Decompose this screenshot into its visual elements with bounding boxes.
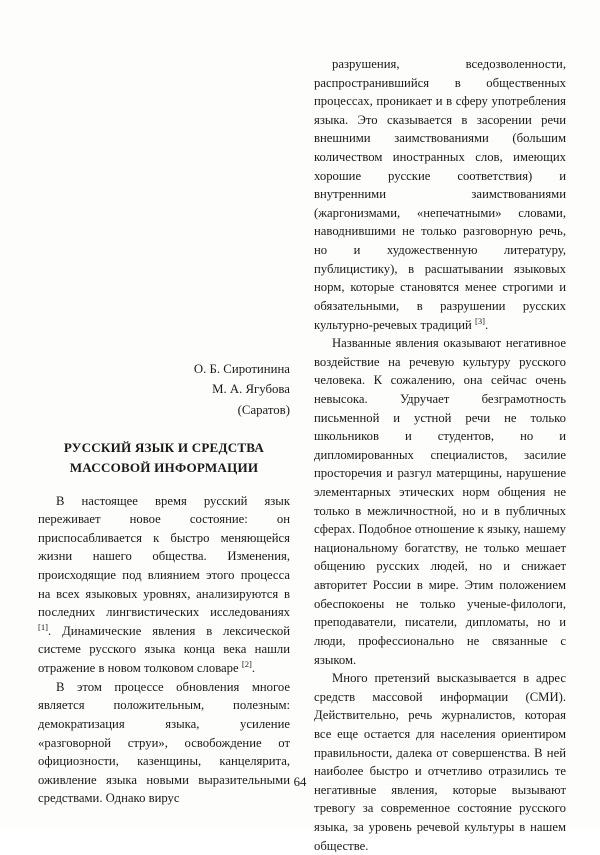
author-name-1: О. Б. Сиротинина [193,362,290,376]
left-column-body [38,492,290,808]
paragraph: Названные явления оказывают негативное воздействие на речевую культуру русского человека. К сожалению, она сейчас очень невысока. Удручает безграмотность письменной и устной речи не только школьников и студентов, но и дипломированных специалистов, засилие просторечия и разгул матерщины, нарушение элементарных этических норм общения не только в межличностной, но и в публичных сферах. Подобное отношение к языку, нашему национальному богатству, не только мешает общению русских людей, но и снижает авторитет России в мире. Этим положением обеспокоены не только ученые-филологи, преподаватели, писатели, дипломаты, но и люди, профессионально не связанные с языком. [314,336,566,667]
left-column [38,55,290,806]
reference-marker: [1] [38,621,49,632]
right-column [314,55,566,853]
left-column-top-spacer [38,55,290,360]
right-column-body [314,55,566,855]
page-number: 64 [293,775,307,789]
author-block [38,360,290,420]
article-title [38,438,290,477]
reference-marker: [3] [475,315,486,326]
paragraph: В настоящее время русский язык переживает новое состояние: он приспосабливается к быстро меняющейся жизни нашего общества. Изменения, происходящие под влиянием этого процесса на всех языковых уровнях, анализируются в последних лингвистических исследованиях [1]. Динамические явления в лексической системе русского языка конца века нашли отражение в новом толковом словаре [2]. [38,493,290,676]
paragraph: разрушения, вседозволенности, распространившийся в общественных процессах, проникает и в сферу употребления языка. Это сказывается в засорении речи внешними заимствованиями (большим количеством иностранных слов, имеющих хорошие русские соответствия) и внутренними заимствованиями (жаргонизмами, «непечатными» словами, наводнившими не только разговорную речь, но и художественную литературу, публицистику), в расшатывании языковых норм, которые становятся менее строгими и обязательными, в разрушении русских культурно-речевых традиций [3]. [314,57,566,332]
author-city: (Саратов) [237,402,290,417]
author-name-2: М. А. Ягубова [212,382,290,397]
paragraph: Много претензий высказывается в адрес средств массовой информации (СМИ). Действительно, речь журналистов, которая все еще остается для населения ориентиром правильности, далека от совершенства. В ней наиболее быстро и отчетливо отразились те негативные явления, которые вызывают тревогу за современное состояние русского языка, за уровень речевой культуры в нашем обществе. [314,671,566,853]
article-title-line-1: РУССКИЙ ЯЗЫК И СРЕДСТВА [63,440,265,456]
article-title-line-2: МАССОВОЙ ИНФОРМАЦИИ [69,459,259,475]
paragraph: В этом процессе обновления многое является положительным, полезным: демократизация языка, усиление «разговорной струи», освобождение от официозности, казенщины, канцелярита, оживление языка новыми выразительными средствами. Однако вирус [38,679,290,806]
reference-marker: [2] [241,658,252,669]
